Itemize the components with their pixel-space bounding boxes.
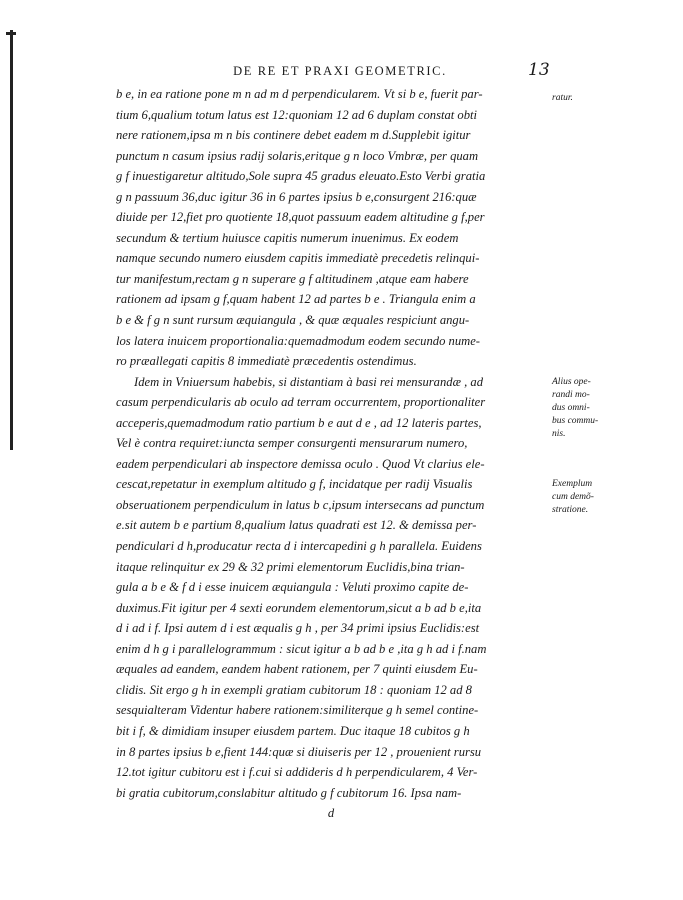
text-line: cescat,repetatur in exemplum altitudo g f, incidatque per radij Visualis [116,477,473,492]
text-line: æquales ad eandem, eandem habent rationem, per 7 quinti eiusdem Eu- [116,662,478,677]
text-line: gula a b e & f d i esse inuicem æquiangula : Veluti proximo capite de- [116,580,469,595]
text-line: bi gratia cubitorum,conslabitur altitudo g f cubitorum 16. Ipsa nam- [116,785,462,800]
text-line: acceperis,quemadmodum ratio partium b e aut d e , ad 12 lateris partes, [116,415,482,430]
text-line: namque secundo numero eiusdem capitis immediatè precedetis relinqui- [116,251,480,266]
text-line: b e & f g n sunt rursum æquiangula , & quæ æquales respiciunt angu- [116,313,470,328]
text-line: bit i f, & dimidiam insuper eiusdem partem. Duc itaque 18 cubitos g h [116,723,470,738]
text-line: casum perpendicularis ab oculo ad terram occurrentem, proportionaliter [116,395,486,410]
text-line: los latera inuicem proportionalia:quemadmodum eodem secundo nume- [116,333,480,348]
text-line: b e, in ea ratione pone m n ad m d perpendicularem. Vt si b e, fuerit par- [116,87,483,101]
margin-note-ratur [552,92,642,105]
catchword: d [327,806,335,821]
margin-note-line: ratur. [552,93,573,103]
body-text [116,84,546,824]
text-line: pendiculari d h,producatur recta d i intercapedini g h parallela. Euidens [116,539,482,554]
margin-note-line: randi mo- [552,390,590,400]
paragraph-start-line: Idem in Vniuersum habebis, si distantiam à basi rei mensurandæ , ad [134,374,484,389]
margin-note-alius [552,376,642,441]
text-line: in 8 partes ipsius b e,fient 144:quæ si diuiseris per 12 , prouenient rursu [116,744,482,759]
margin-note-line: stratione. [552,505,589,515]
text-line: Vel è contra requiret:iuncta semper consurgenti mensurarum numero, [116,436,468,451]
gutter-rule [10,30,13,450]
text-line: diuide per 12,fiet pro quotiente 18,quot passuum eadem altitudine g f,per [116,210,485,225]
text-line: eadem perpendiculari ab inspectore demissa oculo . Quod Vt clarius ele- [116,456,485,471]
text-line: punctum n casum ipsius radij solaris,eritque g n loco Vmbræ, per quam [116,148,479,163]
text-line: d i ad i f. Ipsi autem d i est æqualis g h , per 34 primi ipsius Euclidis:est [116,621,480,636]
text-line: rationem ad ipsam g f,quam habent 12 ad partes b e . Triangula enim a [116,292,476,307]
text-line: sesquialteram Videntur habere rationem:similiterque g h semel contine- [116,703,479,718]
text-line: g f inuestigaretur altitudo,Sole supra 45 gradus eleuato.Esto Verbi gratia [116,169,486,184]
text-line: g n passuum 36,duc igitur 36 in 6 partes ipsius b e,consurgent 216:quæ [116,189,477,204]
text-line: e.sit autem b e partium 8,qualium latus quadrati est 12. & demissa per- [116,518,477,533]
margin-note-line: Alius ope- [552,377,591,387]
text-line: duximus.Fit igitur per 4 sexti eorundem elementorum,sicut a b ad b e,ita [116,600,482,615]
text-line: obseruationem perpendiculum in latus b c,ipsum intersecans ad punctum [116,497,485,512]
page-number: 13 [528,60,550,80]
margin-note-line: bus commu- [552,416,599,426]
running-header: DE RE ET PRAXI GEOMETRIC. [233,64,447,78]
text-line: 12.tot igitur cubitoru est i f.cui si addideris d h perpendicularem, 4 Ver- [116,765,478,780]
text-line: nere rationem,ipsa m n bis continere debet eadem m d.Supplebit igitur [116,128,471,143]
margin-note-line: nis. [552,429,566,439]
margin-note-line: Exemplum [552,479,593,489]
margin-note-exemplum [552,478,642,517]
text-line: tur manifestum,rectam g n superare g f altitudinem ,atque eam habere [116,271,469,286]
text-line: tium 6,qualium totum latus est 12:quoniam 12 ad 6 duplam constat obti [116,107,478,122]
gutter-tick [6,32,16,35]
margin-note-line: cum demõ- [552,492,594,502]
text-line: clidis. Sit ergo g h in exempli gratiam cubitorum 18 : quoniam 12 ad 8 [116,682,472,697]
text-line: enim d h g i parallelogrammum : sicut igitur a b ad b e ,ita g h ad i f.nam [116,641,487,656]
text-line: itaque relinquitur ex 29 & 32 primi elementorum Euclidis,bina trian- [116,559,465,574]
text-line: secundum & tertium huiusce capitis numerum inuenimus. Ex eodem [116,230,459,245]
margin-note-line: dus omni- [552,403,590,413]
text-line: ro præallegati capitis 8 immediatè præcedentis ostendimus. [116,354,417,369]
